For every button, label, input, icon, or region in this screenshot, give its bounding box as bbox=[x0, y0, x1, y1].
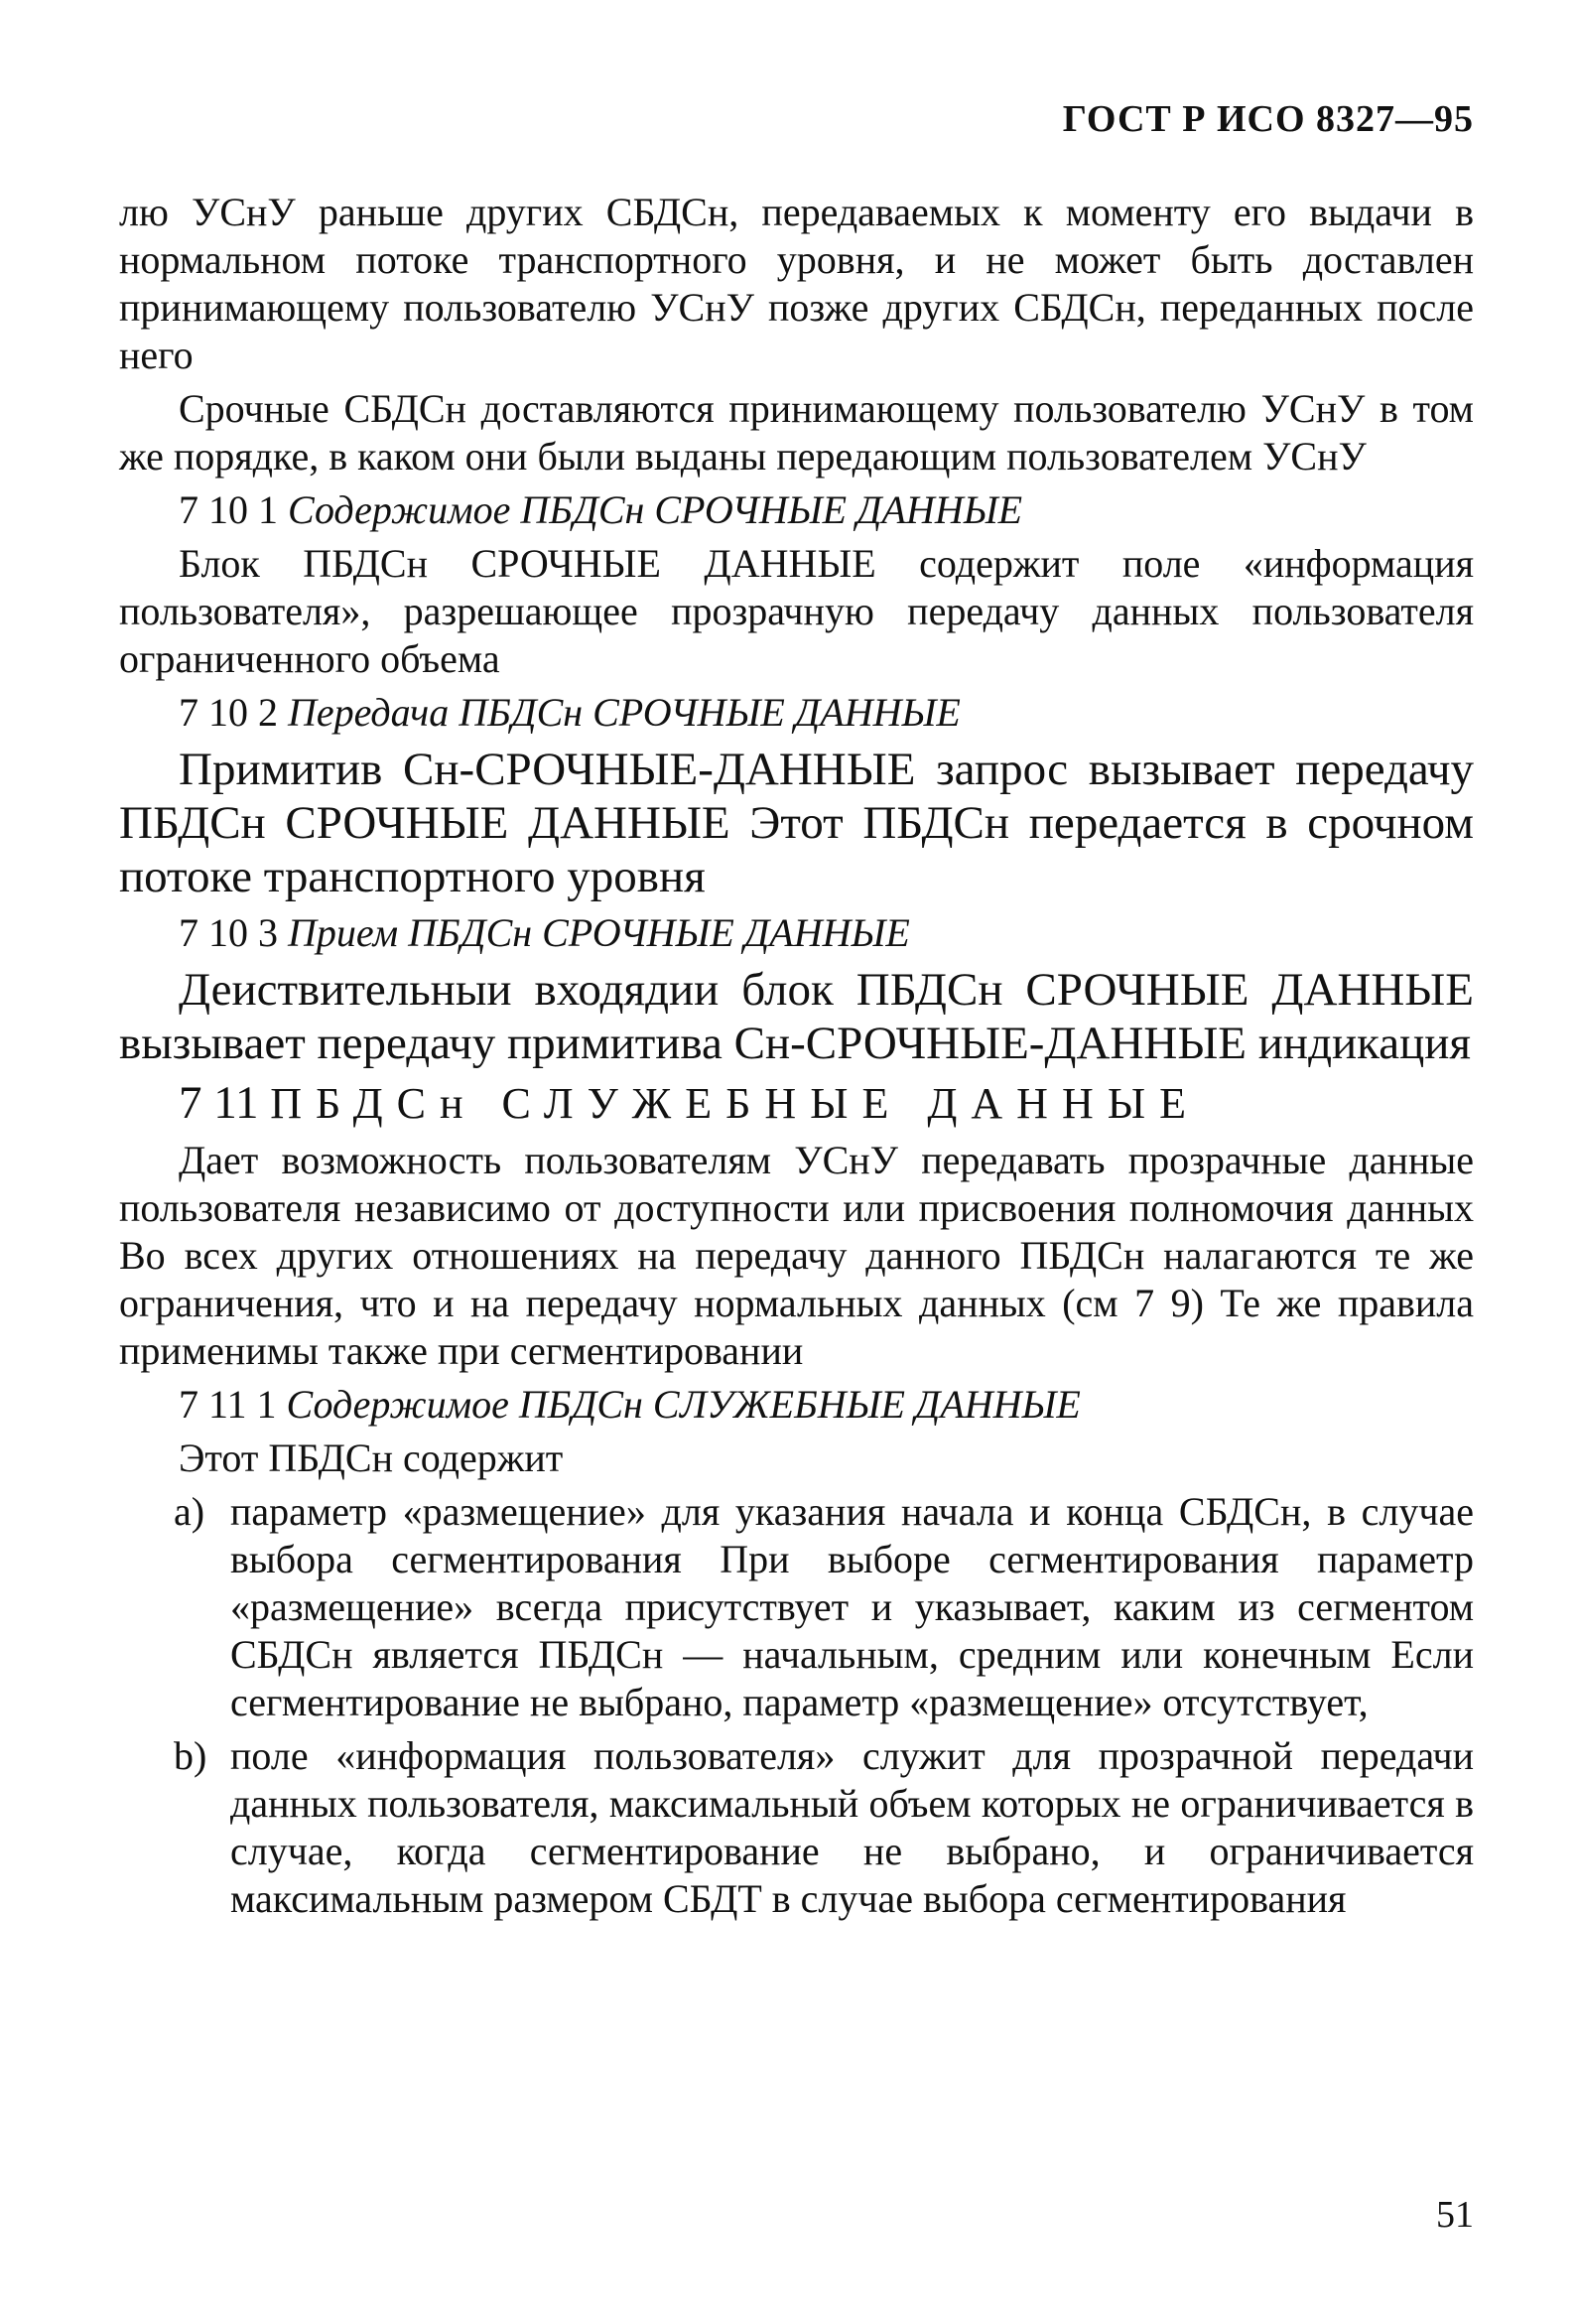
section-title: Прием ПБДСн СРОЧНЫЕ ДАННЫЕ bbox=[288, 910, 910, 955]
page-number: 51 bbox=[1436, 2194, 1474, 2236]
document-body bbox=[119, 189, 1474, 1929]
section-number: 7 10 2 bbox=[179, 690, 278, 735]
paragraph-urgent-receive: Деиствительныи входядии блок ПБДСн СРОЧНЫЕ ДАННЫЕ вызывает передачу примитива Сн-СРОЧНЫЕ-ДАННЫЕ индикация bbox=[119, 964, 1474, 1069]
list-marker: b) bbox=[174, 1733, 207, 1778]
paragraph-continuation: лю УСнУ раньше других СБДСн, передаваемых к моменту его выдачи в нормальном потоке транспортного уровня, и не может быть доставлен принимающему пользователю УСнУ позже других СБДСн, переданных после него bbox=[119, 190, 1474, 377]
paragraph-contains: Этот ПБДСн содержит bbox=[179, 1435, 564, 1480]
section-heading-7-10-1 bbox=[119, 486, 1474, 534]
paragraph-urgent-transfer: Примитив Сн-СРОЧНЫЕ-ДАННЫЕ запрос вызывает передачу ПБДСн СРОЧНЫЕ ДАННЫЕ Этот ПБДСн передается в срочном потоке транспортного уровня bbox=[119, 744, 1474, 902]
section-number: 7 11 bbox=[179, 1077, 259, 1129]
paragraph-urgent-order: Срочные СБДСн доставляются принимающему пользователю УСнУ в том же порядке, в каком они были выданы передающим пользователем УСнУ bbox=[119, 386, 1474, 478]
section-heading-7-10-2 bbox=[119, 689, 1474, 737]
list-item-text: поле «информация пользователя» служит для прозрачной передачи данных пользователя, максимальный объем которых не ограничивается в случае, когда сегментирование не выбрано, и ограничивается максимальным размером СБДТ в случае выбора сегментирования bbox=[230, 1733, 1474, 1921]
section-heading-7-10-3 bbox=[119, 909, 1474, 957]
section-title: Содержимое ПБДСн СЛУЖЕБНЫЕ ДАННЫЕ bbox=[286, 1382, 1081, 1427]
list-marker: a) bbox=[174, 1489, 205, 1534]
section-title: Передача ПБДСн СРОЧНЫЕ ДАННЫЕ bbox=[288, 690, 961, 735]
document-page bbox=[119, 0, 1474, 2324]
list-item-b bbox=[119, 1732, 1474, 1923]
section-title: ПБДСн СЛУЖЕБНЫЕ ДАННЫЕ bbox=[270, 1079, 1200, 1128]
page-header-standard-code: ГОСТ Р ИСО 8327—95 bbox=[1062, 98, 1474, 140]
section-title: Содержимое ПБДСн СРОЧНЫЕ ДАННЫЕ bbox=[288, 487, 1023, 532]
section-number: 7 10 1 bbox=[179, 487, 278, 532]
section-number: 7 10 3 bbox=[179, 910, 278, 955]
paragraph-urgent-content: Блок ПБДСн СРОЧНЫЕ ДАННЫЕ содержит поле «информация пользователя», разрешающее прозрачную передачу данных пользователя ограниченного объема bbox=[119, 541, 1474, 681]
section-heading-7-11 bbox=[119, 1076, 1474, 1131]
list-item-text: параметр «размещение» для указания начала и конца СБДСн, в случае выбора сегментирования При выборе сегментирования параметр «размещение» всегда присутствует и указывает, каким из сегментом СБДСн является ПБДСн — начальным, средним или конечным Если сегментирование не выбрано, параметр «размещение» отсутствует, bbox=[230, 1489, 1474, 1724]
section-heading-7-11-1 bbox=[119, 1381, 1474, 1429]
section-number: 7 11 1 bbox=[179, 1382, 277, 1427]
list-item-a bbox=[119, 1488, 1474, 1726]
paragraph-service-data: Дает возможность пользователям УСнУ передавать прозрачные данные пользователя независимо от доступности или присвоения полномочия данных Во всех других отношениях на передачу данного ПБДСн налагаются те же ограничения, что и на передачу нормальных данных (см 7 9) Те же правила применимы также при сегментировании bbox=[119, 1138, 1474, 1373]
